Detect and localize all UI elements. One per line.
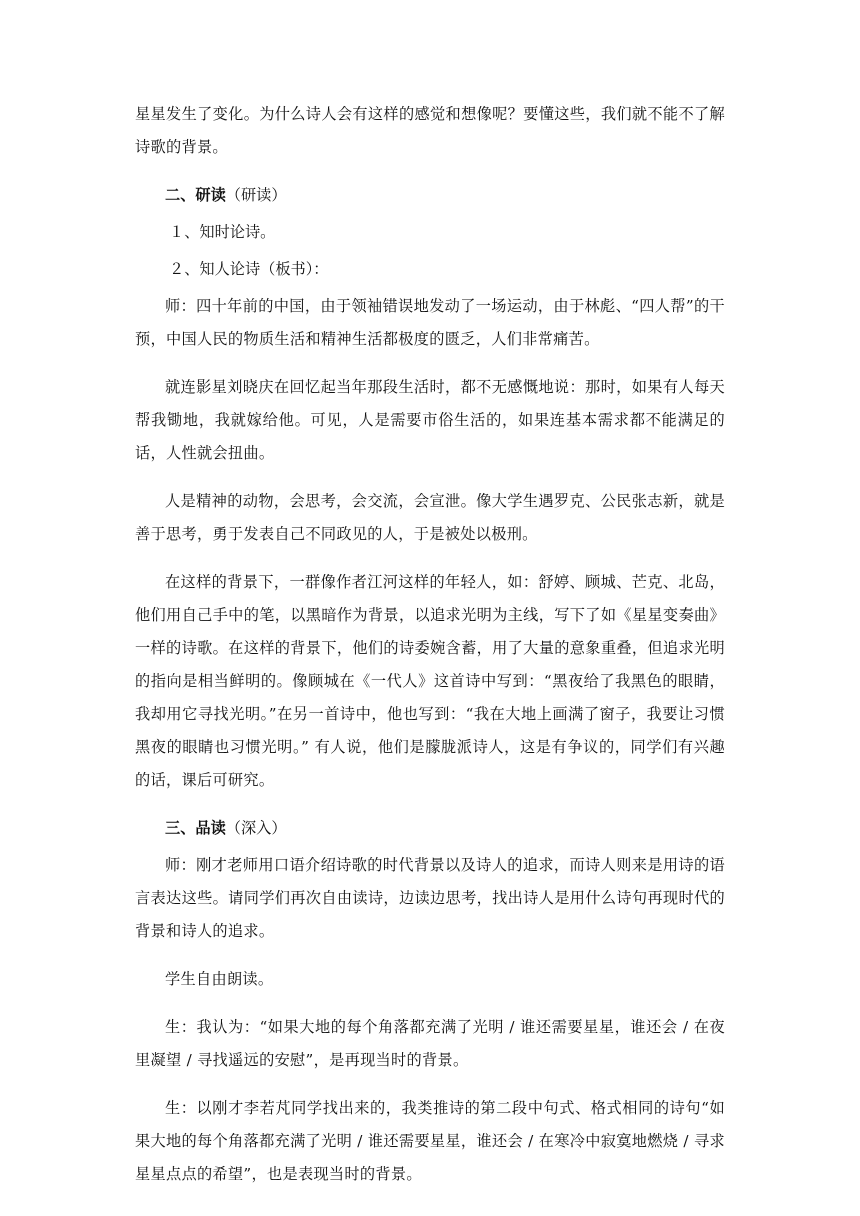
list-item-1: １、知时论诗。 — [169, 223, 276, 241]
teacher-paragraph-2: 师：刚才老师用口语介绍诗歌的时代背景以及诗人的追求，而诗人则来是用诗的语言表达这些。请同学们再次自由读诗，边读边思考，找出诗人是用什么诗句再现时代的背景和诗人的追求。 — [135, 856, 725, 940]
section-heading-3 — [135, 812, 725, 845]
section-heading-3-note: （深入） — [225, 819, 287, 837]
section-heading-2 — [135, 179, 725, 212]
list-item-2: ２、知人论诗（板书）： — [169, 260, 329, 278]
liu-xiaoqing-paragraph: 就连影星刘晓庆在回忆起当年那段生活时，都不无感慨地说：那时，如果有人每天帮我锄地，我就嫁给他。可见，人是需要市俗生活的，如果连基本需求都不能满足的话，人性就会扭曲。 — [135, 378, 725, 462]
student-answer-1: 生：我认为：“如果大地的每个角落都充满了光明 / 谁还需要星星，谁还会 / 在夜里凝望 / 寻找遥远的安慰”，是再现当时的背景。 — [135, 1018, 725, 1069]
teacher-paragraph-1: 师：四十年前的中国，由于领袖错误地发动了一场运动，由于林彪、“四人帮”的干预，中国人民的物质生活和精神生活都极度的匮乏，人们非常痛苦。 — [135, 297, 725, 348]
intro-paragraph: 星星发生了变化。为什么诗人会有这样的感觉和想像呢？要懂这些，我们就不能不了解诗歌的背景。 — [135, 105, 725, 156]
section-heading-2-bold: 二、研读 — [165, 186, 226, 204]
background-paragraph: 在这样的背景下，一群像作者江河这样的年轻人，如：舒婷、顾城、芒克、北岛，他们用自己手中的笔，以黑暗作为背景，以追求光明为主线，写下了如《星星变奏曲》一样的诗歌。在这样的背景下，他们的诗委婉含蓄，用了大量的意象重叠，但追求光明的指向是相当鲜明的。像顾城在《一代人》这首诗中写到：“黑夜给了我黑色的眼睛，我却用它寻找光明。”在另一首诗中，他也写到：“我在大地上画满了窗子，我要让习惯黑夜的眼睛也习惯光明。” 有人说，他们是朦胧派诗人，这是有争议的，同学们有兴趣的话，课后可研究。 — [135, 573, 725, 789]
section-heading-2-note: （研读） — [225, 186, 287, 204]
section-heading-3-bold: 三、品读 — [165, 819, 226, 837]
students-reading-paragraph: 学生自由朗读。 — [165, 970, 274, 988]
spirit-paragraph: 人是精神的动物，会思考，会交流，会宣泄。像大学生遇罗克、公民张志新，就是善于思考，勇于发表自己不同政见的人，于是被处以极刑。 — [135, 492, 725, 543]
document-page — [135, 98, 725, 1206]
student-answer-2: 生：以刚才李若芃同学找出来的，我类推诗的第二段中句式、格式相同的诗句“如果大地的每个角落都充满了光明 / 谁还需要星星，谁还会 / 在寒冷中寂寞地燃烧 / 寻求星星点点的希望”，也是表现当时的背景。 — [135, 1099, 725, 1183]
